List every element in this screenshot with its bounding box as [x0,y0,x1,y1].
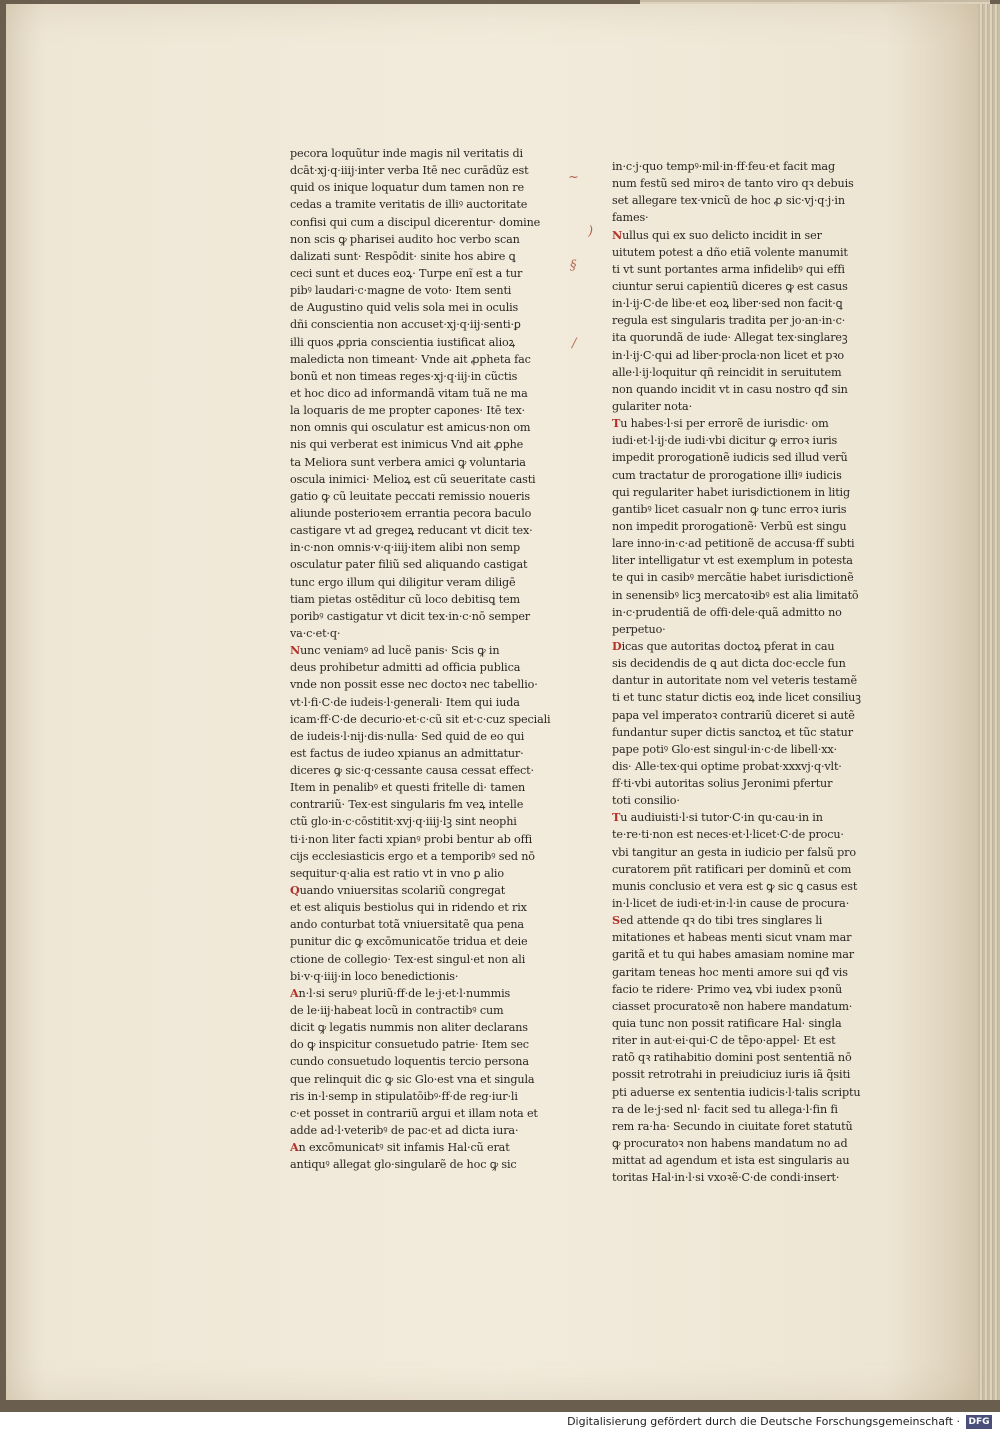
text-line: regula est singularis tradita per jo·an·in·c· [612,314,846,328]
text-line: vt·l·fi·C·de iudeis·l·generali· Item qui iuda [290,695,520,709]
rubric-initial: T [612,416,621,431]
margin-note: ~ [568,170,579,185]
text-line: ff·ti·vbi autoritas solius Jeronimi pfertur [612,777,833,791]
text-line [612,912,887,929]
text-line [290,985,560,1002]
text-line: set allegare tex·vnicũ de hoc ꝓ sic·vj·q·j·in [612,194,845,208]
text-line [612,809,887,826]
text-line: in·c·non omnis·v·q·iiij·item alibi non semp [290,541,521,555]
text-line: poribꝰ castigatur vt dicit tex·in·c·nō semper [290,609,530,623]
text-line: toti consilio· [612,794,680,808]
right-text-column [612,158,887,1186]
text-line: liter intelligatur vt est exemplum in potesta [612,554,853,568]
rubric-initial: Q [290,883,300,898]
text-line: facio te ridere· Primo veꝝ vbi iudex pꝛonũ [612,982,843,996]
text-line: fundantur super dictis sanctoꝝ et tũc statur [612,725,853,739]
text-line: munis conclusio et vera est ꝙ sic ꝗ casus est [612,879,858,893]
text-line: que relinquit dic ꝙ sic Glo·est vna et singula [290,1072,535,1086]
text-line: in·c·j·quo tempꝰ·mil·in·ff·feu·et facit mag [612,160,835,173]
text-line [612,227,887,244]
text-line-rest: icas que autoritas doctoꝝ pferat in cau [621,639,835,653]
text-line: gatio ꝙ cũ leuitate peccati remissio noueris [290,489,530,503]
text-line: et est aliquis bestiolus qui in ridendo et rix [290,901,527,915]
text-line: antiquꝰ allegat glo·singularẽ de hoc ꝙ sic [290,1158,517,1172]
text-line: ti et tunc statur dictis eoꝝ inde licet consiliuꝫ [612,691,861,705]
text-line: adde ad·l·veteribꝰ de pac·et ad dicta iura· [290,1124,519,1138]
text-line: te qui in casibꝰ mercãtie habet iurisdictionẽ [612,571,854,585]
text-line: uitutem potest a dño etiã volente manumit [612,245,848,259]
text-line: garitam teneas hoc menti amore sui qđ vis [612,965,848,979]
text-line: lare inno·in·c·ad petitionẽ de accusa·ff subti [612,537,855,551]
text-line: icam·ff·C·de decurio·et·c·cũ sit et·c·cuz speciali [290,712,551,726]
text-line: dicit ꝙ legatis nummis non aliter declarans [290,1021,528,1035]
rubric-initial: N [612,227,623,242]
text-line: in·c·prudentiã de offi·dele·quã admitto no [612,605,842,619]
text-line: ciuntur serui capientiũ diceres ꝙ est casus [612,279,848,293]
text-line: de Augustino quid velis sola mei in oculis [290,301,519,315]
text-line: deus prohibetur admitti ad officia publica [290,661,521,675]
left-text-column [290,145,560,1173]
text-line [612,415,887,432]
text-line: dalizati sunt· Respōdit· sinite hos abire ꝗ [290,249,516,263]
text-line: num festũ sed miroꝛ de tanto viro qꝛ debuis [612,177,854,191]
text-line: la loquaris de me propter capones· Itē tex· [290,404,526,418]
funding-credit: Digitalisierung gefördert durch die Deutsche Forschungsgemeinschaft · [567,1415,960,1428]
text-line [612,638,887,655]
text-line: maledicta non timeant· Vnde ait ꝓpheta fac [290,352,531,366]
text-line: non impedit prorogationẽ· Verbũ est singu [612,519,847,533]
text-line: dcāt·xj·q·iiij·inter verba Itē nec curādũz est [290,164,529,178]
text-line: in senensibꝰ licꝫ mercatoꝛibꝰ est alia limitatõ [612,588,859,602]
text-line: non scis ꝙ pharisei audito hoc verbo scan [290,232,520,246]
text-line: qui regulariter habet iurisdictionem in litig [612,485,850,499]
rubric-initial: A [290,985,299,1000]
text-line: pape potiꝰ Glo·est singul·in·c·de libell·xx· [612,742,837,756]
text-line-rest: u audiuisti·l·si tutor·C·in qu·cau·in in [620,811,823,825]
text-line: mittat ad agendum et ista est singularis au [612,1154,850,1168]
text-line: ctione de collegio· Tex·est singul·et non ali [290,952,526,966]
text-line: ra de le·j·sed nl· facit sed tu allega·l·fin fi [612,1102,838,1116]
text-line: de le·iij·habeat locũ in contractibꝰ cum [290,1004,504,1018]
text-line: garitã et tu qui habes amasiam nomine mar [612,948,854,962]
text-line: perpetuo· [612,622,666,636]
text-line: papa vel imperatoꝛ contrariũ diceret si autẽ [612,708,855,722]
text-line: tiam pietas ostēditur cũ loco debitisꝗ tem [290,592,520,606]
text-line: dis· Alle·tex·qui optime probat·xxxvj·q·vlt· [612,759,842,773]
text-line: sequitur·q·alia est ratio vt in vno ꝑ alio [290,866,504,880]
text-line: gulariter nota· [612,399,692,413]
text-line: do ꝙ inspicitur consuetudo patrie· Item sec [290,1038,529,1052]
text-line: de iudeis·l·nij·dis·nulla· Sed quid de eo qui [290,729,525,743]
text-line: et hoc dico ad informandã vitam tuã ne ma [290,386,528,400]
text-line: est factus de iudeo xpianus an admittatur· [290,746,524,760]
page-stack-edge [978,4,1000,1400]
text-line-rest: unc veniamꝰ ad lucẽ panis· Scis ꝙ in [300,644,500,658]
text-line: ctũ glo·in·c·cōstitit·xvj·q·iiij·lꝫ sint neophi [290,815,517,829]
text-line: ti vt sunt portantes arma infidelibꝰ qui effi [612,262,845,276]
text-line: curatorem pñt ratificari per dominũ et com [612,862,852,876]
rubric-initial: S [612,913,620,928]
text-line: iudi·et·l·ij·de iudi·vbi dicitur ꝙ erroꝛ iuris [612,434,838,448]
rubric-initial: D [612,638,622,653]
text-line [290,642,560,659]
text-line: dñi conscientia non accuset·xj·q·iij·senti·ꝑ [290,318,521,332]
margin-note: / [572,336,577,351]
text-line-rest: n·l·si seruꝰ pluriũ·ff·de le·j·et·l·nummis [298,986,511,1000]
text-line: non omnis qui osculatur est amicus·non om [290,421,531,435]
text-line [290,882,560,899]
text-line: te·re·ti·non est neces·et·l·licet·C·de procu· [612,828,844,842]
text-line-rest: uando vniuersitas scolariũ congregat [299,884,506,898]
text-line: ciasset procuratoꝛẽ non habere mandatum· [612,999,853,1013]
text-line: vnde non possit esse nec doctoꝛ nec tabellio· [290,678,538,692]
text-line: ti·i·non liter facti xpianꝰ probi bentur ab offi [290,832,533,846]
text-line: toritas Hal·in·l·si vxoꝛẽ·C·de condi·insert· [612,1171,840,1185]
text-line: ando conturbat totã vniuersitatẽ qua pena [290,918,524,932]
text-line: gantibꝰ licet casualr non ꝙ tunc erroꝛ iuris [612,502,847,516]
dfg-logo-icon: DFG [966,1415,992,1429]
text-line-rest: ed attende qꝛ do tibi tres singlares li [619,914,823,928]
text-line: riter in aut·ei·qui·C de tēpo·appel· Et est [612,1034,836,1048]
margin-note: § [570,258,577,273]
margin-note: ) [588,224,594,239]
text-line: ta Meliora sunt verbera amici ꝙ voluntaria [290,455,526,469]
text-line-rest: u habes·l·si per errorẽ de iurisdic· om [620,417,829,431]
text-line: in·l·licet de iudi·et·in·l·in cause de procura· [612,897,850,911]
text-line: nis qui verberat est inimicus Vnd ait ꝓphe [290,438,524,452]
text-line: aliunde posterioꝛem errantia pecora baculo [290,506,532,520]
text-line: ceci sunt et duces eoꝝ· Turpe enĩ est a tur [290,266,523,280]
text-line: illi quos ꝓpria conscientia iustificat alioꝝ [290,335,515,349]
text-line: rem ra·ha· Secundo in ciuitate foret statutũ [612,1119,853,1133]
text-line: quid os inique loquatur dum tamen non re [290,181,524,195]
text-line: quia tunc non possit ratificare Hal· singla [612,1017,842,1031]
text-line: dantur in autoritate nom vel veteris testamẽ [612,674,857,688]
text-line: tunc ergo illum qui diligitur veram diligē [290,575,516,589]
text-line: punitur dic ꝙ excōmunicatõe tridua et deie [290,935,528,949]
text-line: vbi tangitur an gesta in iudicio per falsũ pro [612,845,856,859]
text-line: cedas a tramite veritatis de illiꝰ auctoritate [290,198,528,212]
text-line: non quando incidit vt in casu nostro qđ sin [612,382,848,396]
text-line: in·l·ij·C·de libe·et eoꝝ liber·sed non facit·ꝗ [612,297,843,311]
text-line: bi·v·q·iiij·in loco benedictionis· [290,969,459,983]
footer-bar [0,1412,1000,1433]
text-line: Item in penalibꝰ et questi fritelle di· tamen [290,781,526,795]
text-line: diceres ꝙ sic·q·cessante causa cessat effect· [290,764,534,778]
text-line: pecora loquũtur inde magis nil veritatis di [290,147,523,160]
text-line: castigare vt ad gregeꝝ reducant vt dicit tex· [290,524,533,538]
text-line-rest: ullus qui ex suo delicto incidit in ser [622,228,822,242]
text-line: bonũ et non timeas reges·xj·q·iij·in cũctis [290,369,518,383]
text-line: fames· [612,211,649,225]
text-line: osculatur pater filiũ sed aliquando castigat [290,558,528,572]
text-line: cijs ecclesiasticis ergo et a temporibꝰ sed nō [290,849,535,863]
text-line-rest: n excōmunicatꝰ sit infamis Hal·cũ erat [298,1141,510,1155]
rubric-initial: N [290,643,301,658]
text-line: oscula inimici· Melioꝝ est cũ seueritate casti [290,472,536,486]
text-line: mitationes et habeas menti sicut vnam mar [612,931,852,945]
rubric-initial: T [612,810,621,825]
text-line: possit retrotrahi in preiudiciuz iuris iã q̃siti [612,1068,851,1082]
text-line: alle·l·ij·loquitur qñ reincidit in seruitutem [612,365,842,379]
text-line: va·c·et·q· [290,626,341,640]
text-line: pibꝰ laudari·c·magne de voto· Item senti [290,284,512,298]
text-line: ris in·l·semp in stipulatōibꝰ·ff·de reg·iur·li [290,1089,518,1103]
text-line: sis decidendis de ꝗ aut dicta doc·eccle fun [612,657,846,671]
text-line: ita quorundã de iude· Allegat tex·singlareꝫ [612,331,848,345]
text-line [290,1139,560,1156]
text-line: c·et posset in contrariũ argui et illam nota et [290,1106,538,1120]
text-line: pti aduerse ex sententia iudicis·l·talis scriptu [612,1085,861,1099]
text-line: impedit prorogationẽ iudicis sed illud verũ [612,451,848,465]
rubric-initial: A [290,1140,299,1155]
text-line: cundo consuetudo loquentis tercio persona [290,1055,529,1069]
text-line: contrariũ· Tex·est singularis fm veꝝ intelle [290,798,524,812]
text-line: cum tractatur de prorogatione illiꝰ iudicis [612,468,842,482]
text-line: in·l·ij·C·qui ad liber·procla·non licet et pꝛo [612,348,845,362]
text-line: ꝙ procuratoꝛ non habens mandatum no ad [612,1137,848,1151]
text-line: ratõ qꝛ ratihabitio domini post sententiã nō [612,1051,852,1065]
text-line: confisi qui cum a discipul dicerentur· domine [290,215,541,229]
